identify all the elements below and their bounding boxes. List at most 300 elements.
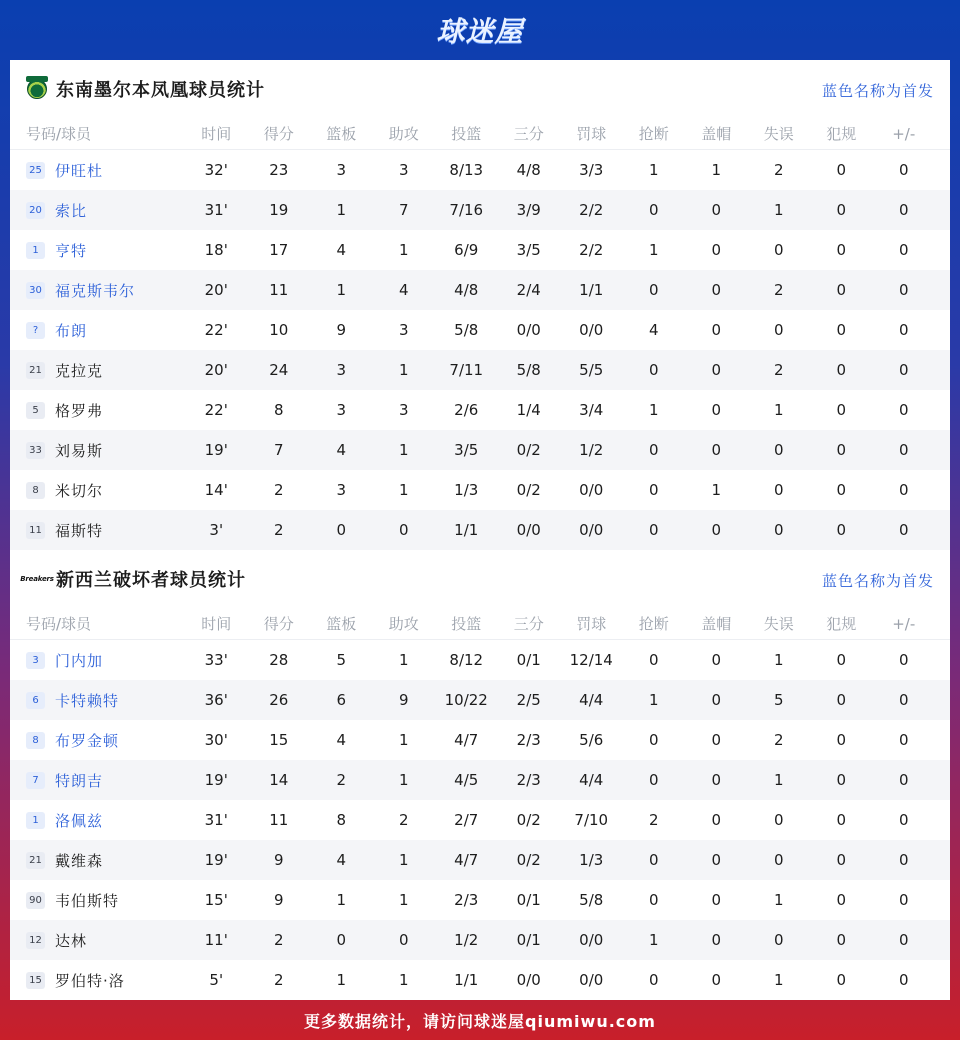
player-cell [10,320,185,341]
player-name[interactable]: 米切尔 [55,481,104,500]
jersey-number-badge: 20 [26,202,45,219]
stat-fouls: 0 [836,521,847,539]
stat-blocks: 0 [711,971,722,989]
column-header-rebounds: 篮板 [326,125,357,143]
jersey-number-badge: 7 [26,772,45,789]
stat-rebounds: 5 [336,651,347,669]
stat-steals: 2 [648,811,659,829]
column-header-assists: 助攻 [388,615,419,633]
jersey-number-badge: 8 [26,482,45,499]
player-cell [10,690,185,711]
stat-plusminus: 0 [898,361,909,379]
stat-blocks: 0 [711,851,722,869]
player-name[interactable]: 特朗吉 [55,771,104,790]
stat-time: 32' [204,161,228,179]
player-name[interactable]: 卡特赖特 [55,691,120,710]
stat-ft: 1/3 [579,851,604,869]
stat-fg: 4/5 [454,771,479,789]
stat-three: 0/0 [516,521,541,539]
stat-time: 31' [204,811,228,829]
jersey-number-badge: 25 [26,162,45,179]
stat-time: 22' [204,401,228,419]
stat-fg: 2/3 [454,891,479,909]
stat-blocks: 0 [711,281,722,299]
stat-time: 33' [204,651,228,669]
stat-assists: 4 [398,281,409,299]
stat-rebounds: 1 [336,201,347,219]
stat-assists: 1 [398,241,409,259]
column-header-turnovers: 失误 [763,615,794,633]
stat-fouls: 0 [836,731,847,749]
stat-ft: 2/2 [579,201,604,219]
stat-time: 11' [204,931,228,949]
stat-points: 24 [269,361,289,379]
stat-turnovers: 2 [773,731,784,749]
player-row [10,430,950,470]
column-header-three: 三分 [513,615,544,633]
player-name[interactable]: 门内加 [55,651,104,670]
player-cell [10,240,185,261]
player-row [10,640,950,680]
stat-turnovers: 5 [773,691,784,709]
stat-turnovers: 1 [773,771,784,789]
footer-banner: 更多数据统计，请访问球迷屋qiumiwu.com [304,1011,656,1031]
stat-time: 31' [204,201,228,219]
stat-plusminus: 0 [898,851,909,869]
stat-fouls: 0 [836,161,847,179]
jersey-number-badge: 30 [26,282,45,299]
stat-turnovers: 0 [773,811,784,829]
stat-fouls: 0 [836,441,847,459]
stat-plusminus: 0 [898,811,909,829]
stat-ft: 2/2 [579,241,604,259]
section-header [10,550,950,608]
player-name[interactable]: 戴维森 [55,851,104,870]
stat-steals: 1 [648,161,659,179]
stat-rebounds: 4 [336,241,347,259]
stat-points: 17 [269,241,289,259]
jersey-number-badge: 3 [26,652,45,669]
player-cell [10,810,185,831]
top-logo-bar [0,0,960,60]
player-name[interactable]: 伊旺杜 [55,161,104,180]
player-name[interactable]: 达林 [55,931,88,950]
stat-plusminus: 0 [898,401,909,419]
stat-turnovers: 0 [773,521,784,539]
stat-rebounds: 1 [336,281,347,299]
stat-points: 2 [273,481,284,499]
column-header-plusminus: +/- [892,614,916,633]
stat-assists: 3 [398,401,409,419]
jersey-number-badge: 6 [26,692,45,709]
stat-points: 2 [273,971,284,989]
stat-steals: 0 [648,281,659,299]
player-cell [10,650,185,671]
stat-three: 2/5 [516,691,541,709]
player-name[interactable]: 布罗金顿 [55,731,120,750]
stat-ft: 7/10 [574,811,609,829]
site-logo: 球迷屋 [436,15,524,48]
stat-ft: 0/0 [579,321,604,339]
stat-fouls: 0 [836,481,847,499]
stat-plusminus: 0 [898,731,909,749]
player-name[interactable]: 福克斯韦尔 [55,281,136,300]
stat-blocks: 0 [711,241,722,259]
player-row [10,350,950,390]
stat-assists: 9 [398,691,409,709]
stat-points: 2 [273,931,284,949]
stat-steals: 1 [648,931,659,949]
jersey-number-badge: 5 [26,402,45,419]
stat-three: 0/0 [516,321,541,339]
player-cell [10,400,185,421]
stat-time: 19' [204,441,228,459]
player-name[interactable]: 克拉克 [55,361,104,380]
player-name[interactable]: 格罗弗 [55,401,104,420]
column-header-time: 时间 [201,615,232,633]
stat-blocks: 0 [711,321,722,339]
stat-fg: 10/22 [444,691,488,709]
column-header-plusminus: +/- [892,124,916,143]
stat-turnovers: 0 [773,931,784,949]
column-header-three: 三分 [513,125,544,143]
stat-rebounds: 3 [336,481,347,499]
stats-card [10,60,950,1000]
stat-turnovers: 1 [773,201,784,219]
stat-three: 0/1 [516,931,541,949]
stat-plusminus: 0 [898,651,909,669]
stat-three: 3/5 [516,241,541,259]
player-name[interactable]: 布朗 [55,321,88,340]
stat-ft: 12/14 [569,651,613,669]
stat-plusminus: 0 [898,481,909,499]
stat-blocks: 0 [711,771,722,789]
breakers-logo-icon: Breakers [20,575,54,583]
player-name[interactable]: 亨特 [55,241,88,260]
player-name[interactable]: 刘易斯 [55,441,104,460]
stat-ft: 5/6 [579,731,604,749]
stat-blocks: 1 [711,481,722,499]
player-cell [10,770,185,791]
column-header-blocks: 盖帽 [701,615,732,633]
stat-fouls: 0 [836,281,847,299]
stat-three: 4/8 [516,161,541,179]
jersey-number-badge: 90 [26,892,45,909]
phoenix-logo-icon [26,78,48,100]
column-header-fouls: 犯规 [826,125,857,143]
player-name[interactable]: 罗伯特·洛 [55,971,125,990]
stat-blocks: 0 [711,731,722,749]
stat-points: 11 [269,281,289,299]
player-cell [10,890,185,911]
stat-fouls: 0 [836,771,847,789]
section-title: 新西兰破坏者球员统计 [56,570,246,591]
stat-blocks: 0 [711,811,722,829]
stat-three: 0/2 [516,811,541,829]
stat-turnovers: 0 [773,481,784,499]
stat-steals: 1 [648,691,659,709]
stat-fg: 1/1 [454,521,479,539]
jersey-number-badge: 1 [26,242,45,259]
player-cell [10,200,185,221]
stat-time: 18' [204,241,228,259]
stat-fouls: 0 [836,931,847,949]
stat-ft: 0/0 [579,931,604,949]
player-name[interactable]: 韦伯斯特 [55,891,120,910]
stat-steals: 0 [648,651,659,669]
stat-assists: 1 [398,891,409,909]
stat-steals: 0 [648,521,659,539]
column-header-turnovers: 失误 [763,125,794,143]
player-cell [10,970,185,991]
stat-rebounds: 0 [336,931,347,949]
jersey-number-badge: 12 [26,932,45,949]
stat-steals: 0 [648,851,659,869]
stat-blocks: 1 [711,161,722,179]
stat-fouls: 0 [836,891,847,909]
stat-three: 3/9 [516,201,541,219]
stat-plusminus: 0 [898,931,909,949]
stat-plusminus: 0 [898,891,909,909]
stat-fg: 7/11 [449,361,484,379]
column-header-rebounds: 篮板 [326,615,357,633]
player-cell [10,930,185,951]
stat-turnovers: 1 [773,891,784,909]
stat-rebounds: 4 [336,441,347,459]
player-cell [10,480,185,501]
table-header-row [10,608,950,640]
stat-points: 28 [269,651,289,669]
stat-time: 20' [204,361,228,379]
player-row [10,470,950,510]
stat-steals: 4 [648,321,659,339]
stat-three: 2/3 [516,731,541,749]
player-row [10,880,950,920]
column-header-steals: 抢断 [638,615,669,633]
stat-assists: 1 [398,731,409,749]
player-cell [10,280,185,301]
stat-time: 3' [209,521,224,539]
player-row [10,230,950,270]
stat-blocks: 0 [711,401,722,419]
stat-fouls: 0 [836,811,847,829]
stat-fg: 6/9 [454,241,479,259]
stat-three: 0/0 [516,971,541,989]
stat-rebounds: 1 [336,891,347,909]
player-row [10,310,950,350]
stat-fg: 4/7 [454,731,479,749]
stat-turnovers: 2 [773,361,784,379]
stat-plusminus: 0 [898,771,909,789]
stat-ft: 0/0 [579,521,604,539]
player-cell [10,360,185,381]
stat-points: 14 [269,771,289,789]
stat-three: 0/2 [516,481,541,499]
stat-plusminus: 0 [898,201,909,219]
jersey-number-badge: 8 [26,732,45,749]
stat-ft: 3/4 [579,401,604,419]
team-section-phoenix [10,60,950,550]
stat-rebounds: 4 [336,731,347,749]
stat-time: 5' [209,971,224,989]
stat-steals: 1 [648,241,659,259]
stat-fouls: 0 [836,401,847,419]
stat-assists: 3 [398,321,409,339]
stat-plusminus: 0 [898,441,909,459]
stat-rebounds: 9 [336,321,347,339]
stat-turnovers: 0 [773,321,784,339]
stat-assists: 2 [398,811,409,829]
stat-assists: 1 [398,441,409,459]
stat-points: 19 [269,201,289,219]
player-row [10,960,950,1000]
stat-time: 20' [204,281,228,299]
stat-rebounds: 1 [336,971,347,989]
player-row [10,720,950,760]
stat-points: 11 [269,811,289,829]
stat-fg: 8/12 [449,651,484,669]
stat-blocks: 0 [711,361,722,379]
column-header-fouls: 犯规 [826,615,857,633]
stat-ft: 1/1 [579,281,604,299]
stat-points: 10 [269,321,289,339]
stat-time: 19' [204,851,228,869]
stat-ft: 4/4 [579,771,604,789]
stat-blocks: 0 [711,891,722,909]
player-name[interactable]: 洛佩兹 [55,811,104,830]
stat-steals: 0 [648,201,659,219]
stat-rebounds: 3 [336,161,347,179]
player-name[interactable]: 福斯特 [55,521,104,540]
stat-assists: 1 [398,361,409,379]
jersey-number-badge: 1 [26,812,45,829]
stat-turnovers: 2 [773,281,784,299]
player-row [10,270,950,310]
jersey-number-badge: 15 [26,972,45,989]
stat-plusminus: 0 [898,971,909,989]
column-header-blocks: 盖帽 [701,125,732,143]
stat-fouls: 0 [836,321,847,339]
stat-steals: 0 [648,441,659,459]
table-header-row [10,118,950,150]
stat-fg: 7/16 [449,201,484,219]
jersey-number-badge: 21 [26,362,45,379]
stat-time: 14' [204,481,228,499]
stat-time: 36' [204,691,228,709]
player-cell [10,440,185,461]
stat-time: 19' [204,771,228,789]
stat-fg: 8/13 [449,161,484,179]
stat-rebounds: 4 [336,851,347,869]
stat-assists: 0 [398,931,409,949]
player-cell [10,160,185,181]
stat-plusminus: 0 [898,241,909,259]
stat-fg: 1/1 [454,971,479,989]
player-row [10,800,950,840]
stat-blocks: 0 [711,201,722,219]
stat-ft: 1/2 [579,441,604,459]
player-cell [10,520,185,541]
stat-plusminus: 0 [898,281,909,299]
stat-assists: 3 [398,161,409,179]
stat-assists: 1 [398,651,409,669]
column-header-fg: 投篮 [451,615,482,633]
player-row [10,390,950,430]
stat-rebounds: 2 [336,771,347,789]
stat-rebounds: 3 [336,401,347,419]
stat-fouls: 0 [836,651,847,669]
player-row [10,840,950,880]
stat-ft: 5/5 [579,361,604,379]
stat-ft: 4/4 [579,691,604,709]
stat-steals: 0 [648,971,659,989]
column-header-assists: 助攻 [388,125,419,143]
stat-plusminus: 0 [898,691,909,709]
stat-time: 22' [204,321,228,339]
stat-fg: 4/7 [454,851,479,869]
stat-three: 0/1 [516,651,541,669]
stat-steals: 0 [648,771,659,789]
section-title: 东南墨尔本凤凰球员统计 [56,80,265,101]
player-row [10,510,950,550]
stat-turnovers: 1 [773,651,784,669]
stat-steals: 0 [648,731,659,749]
stat-ft: 0/0 [579,971,604,989]
stat-three: 1/4 [516,401,541,419]
player-name[interactable]: 索比 [55,201,88,220]
stat-steals: 0 [648,481,659,499]
stat-plusminus: 0 [898,521,909,539]
stat-fouls: 0 [836,851,847,869]
column-header-points: 得分 [263,615,294,633]
stat-assists: 7 [398,201,409,219]
column-header-fg: 投篮 [451,125,482,143]
stat-points: 8 [273,401,284,419]
stat-blocks: 0 [711,521,722,539]
stat-blocks: 0 [711,441,722,459]
stat-blocks: 0 [711,931,722,949]
player-row [10,190,950,230]
stat-fg: 3/5 [454,441,479,459]
stat-assists: 1 [398,851,409,869]
stat-points: 23 [269,161,289,179]
column-header-steals: 抢断 [638,125,669,143]
stat-rebounds: 0 [336,521,347,539]
stat-rebounds: 6 [336,691,347,709]
stat-fouls: 0 [836,241,847,259]
stat-three: 0/2 [516,851,541,869]
stat-points: 9 [273,851,284,869]
stat-fouls: 0 [836,361,847,379]
stat-turnovers: 0 [773,851,784,869]
section-header [10,60,950,118]
jersey-number-badge: 21 [26,852,45,869]
stat-three: 5/8 [516,361,541,379]
stat-three: 0/1 [516,891,541,909]
stat-three: 2/3 [516,771,541,789]
stat-turnovers: 1 [773,401,784,419]
column-header-ft: 罚球 [576,615,607,633]
stat-points: 2 [273,521,284,539]
stat-points: 15 [269,731,289,749]
stat-points: 7 [273,441,284,459]
stat-fouls: 0 [836,201,847,219]
stat-assists: 0 [398,521,409,539]
stat-steals: 0 [648,361,659,379]
team-section-breakers [10,550,950,1000]
player-row [10,760,950,800]
stat-ft: 5/8 [579,891,604,909]
